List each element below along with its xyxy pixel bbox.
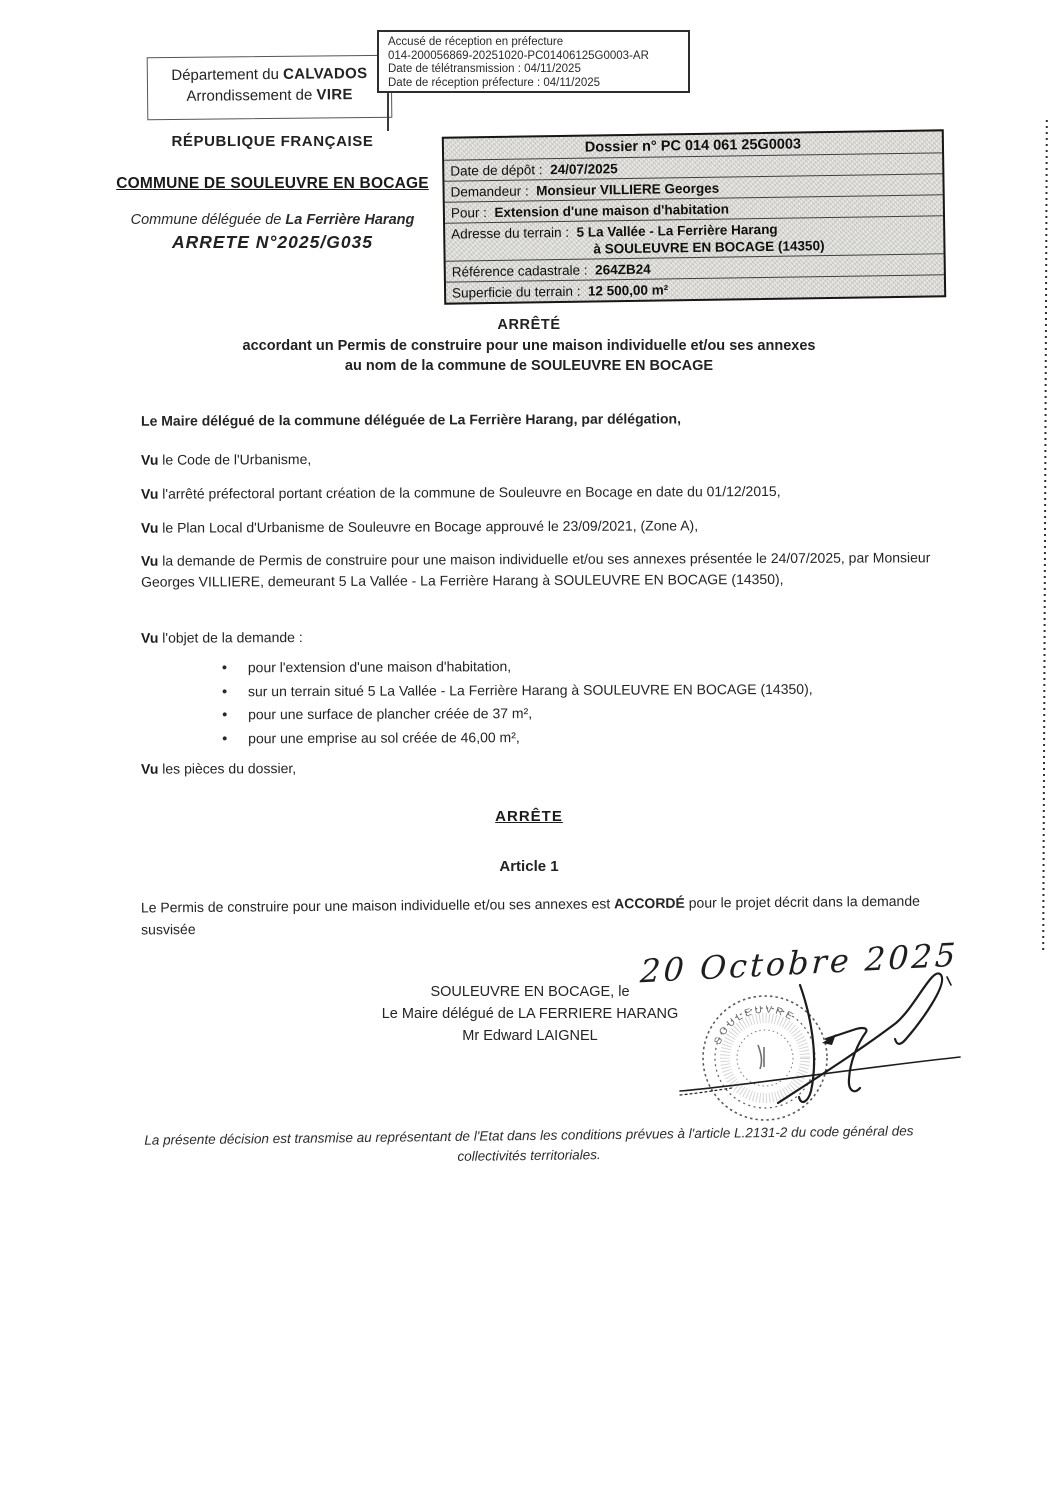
- list-item: • pour une surface de plancher créée de 37 m²,: [141, 700, 931, 727]
- dossier-row-demandeur: Demandeur : Monsieur VILLIERE Georges: [444, 173, 942, 201]
- list-item: • sur un terrain situé 5 La Vallée - La Ferrière Harang à SOULEUVRE EN BOCAGE (14350),: [141, 677, 931, 704]
- arrondissement-line: Arrondissement de VIRE: [186, 86, 353, 105]
- signature-title-line: Le Maire délégué de LA FERRIERE HARANG: [381, 1006, 679, 1022]
- article-1-title: Article 1: [499, 858, 559, 875]
- dossier-row-reference: Référence cadastrale : 264ZB24: [446, 253, 944, 281]
- department-line: Département du CALVADOS: [171, 64, 368, 85]
- republic-title: RÉPUBLIQUE FRANÇAISE: [171, 133, 374, 150]
- arrete-title-line: ARRÊTÉ: [497, 317, 561, 333]
- seal-and-signature: [660, 935, 990, 1140]
- stamp-line: Accusé de réception en préfecture: [388, 36, 564, 48]
- dossier-header: Dossier n° PC 014 061 25G0003: [584, 136, 802, 156]
- arrete-title-line: accordant un Permis de construire pour une maison individuelle et/ou ses annexes: [242, 337, 816, 354]
- document-header-left: [100, 133, 445, 253]
- adresse-line-1: Adresse du terrain : 5 La Vallée - La Ferrière Harang: [451, 221, 778, 242]
- vu-paragraph: Vu la demande de Permis de construire pour une maison individuelle et/ou ses annexes présentée le 24/07/2025, par Monsieur Georges VILLIERE, demeurant 5 La Vallée - La Ferrière Harang à SOULEUVRE EN BOCAGE (14350),: [140, 549, 931, 590]
- dossier-row-pour: Pour : Extension d'une maison d'habitation: [445, 194, 943, 222]
- article-1-text: Le Permis de construire pour une maison individuelle et/ou ses annexes est ACCORDÉ pour le projet décrit dans la demande susvisée: [140, 892, 920, 938]
- list-item: • pour l'extension d'une maison d'habitation,: [141, 653, 931, 680]
- stamp-line: Date de télétransmission : 04/11/2025: [388, 63, 581, 75]
- signature-place-line: SOULEUVRE EN BOCAGE, le: [430, 984, 630, 1000]
- seal-arc-text: SOULEUVRE: [712, 1004, 798, 1047]
- department-box: [147, 55, 393, 121]
- stamp-line: Date de réception préfecture : 04/11/2025: [388, 76, 601, 89]
- vu-paragraph: Vu l'arrêté préfectoral portant création de la commune de Souleuvre en Bocage en date du 01/12/2015,: [140, 482, 781, 502]
- dossier-row-date-depot: Date de dépôt : 24/07/2025: [444, 152, 942, 180]
- stamp-line: 014-200056869-20251020-PC01406125G0003-AR: [388, 49, 649, 62]
- adresse-line-2: à SOULEUVRE EN BOCAGE (14350): [593, 238, 825, 257]
- handwritten-date: 20 Octobre 2025: [639, 935, 960, 991]
- arrete-title-line: au nom de la commune de SOULEUVRE EN BOCAGE: [344, 358, 714, 374]
- scan-noise-strip: [1042, 120, 1048, 954]
- commune-title: COMMUNE DE SOULEUVRE EN BOCAGE: [116, 175, 429, 192]
- dossier-table: [442, 129, 946, 304]
- transmission-footer-note: La présente décision est transmise au représentant de l'Etat dans les conditions prévues à l'article L.2131-2 du code général des collectivités territoriales.: [144, 1123, 914, 1164]
- arrete-title-block: [129, 315, 929, 377]
- arrete-heading: ARRÊTE: [495, 808, 563, 825]
- prefecture-receipt-stamp: [377, 30, 690, 93]
- vu-paragraph: Vu le Plan Local d'Urbanisme de Souleuvre en Bocage approuvé le 23/09/2021, (Zone A),: [140, 517, 699, 536]
- intro-paragraph: Le Maire délégué de la commune déléguée de La Ferrière Harang, par délégation,: [140, 410, 681, 429]
- list-item: • pour une emprise au sol créée de 46,00 m²,: [141, 724, 931, 751]
- signature-name-line: Mr Edward LAIGNEL: [462, 1028, 598, 1044]
- vu-paragraph: Vu les pièces du dossier,: [140, 760, 297, 777]
- vu-paragraph: Vu le Code de l'Urbanisme,: [140, 451, 312, 468]
- object-list: [141, 653, 931, 750]
- delegated-commune-line: Commune déléguée de La Ferrière Harang: [130, 212, 415, 228]
- vu-paragraph: Vu l'objet de la demande :: [140, 629, 303, 646]
- arrete-number: ARRETE N°2025/G035: [171, 232, 374, 252]
- dossier-row-superficie: Superficie du terrain : 12 500,00 m²: [446, 274, 944, 302]
